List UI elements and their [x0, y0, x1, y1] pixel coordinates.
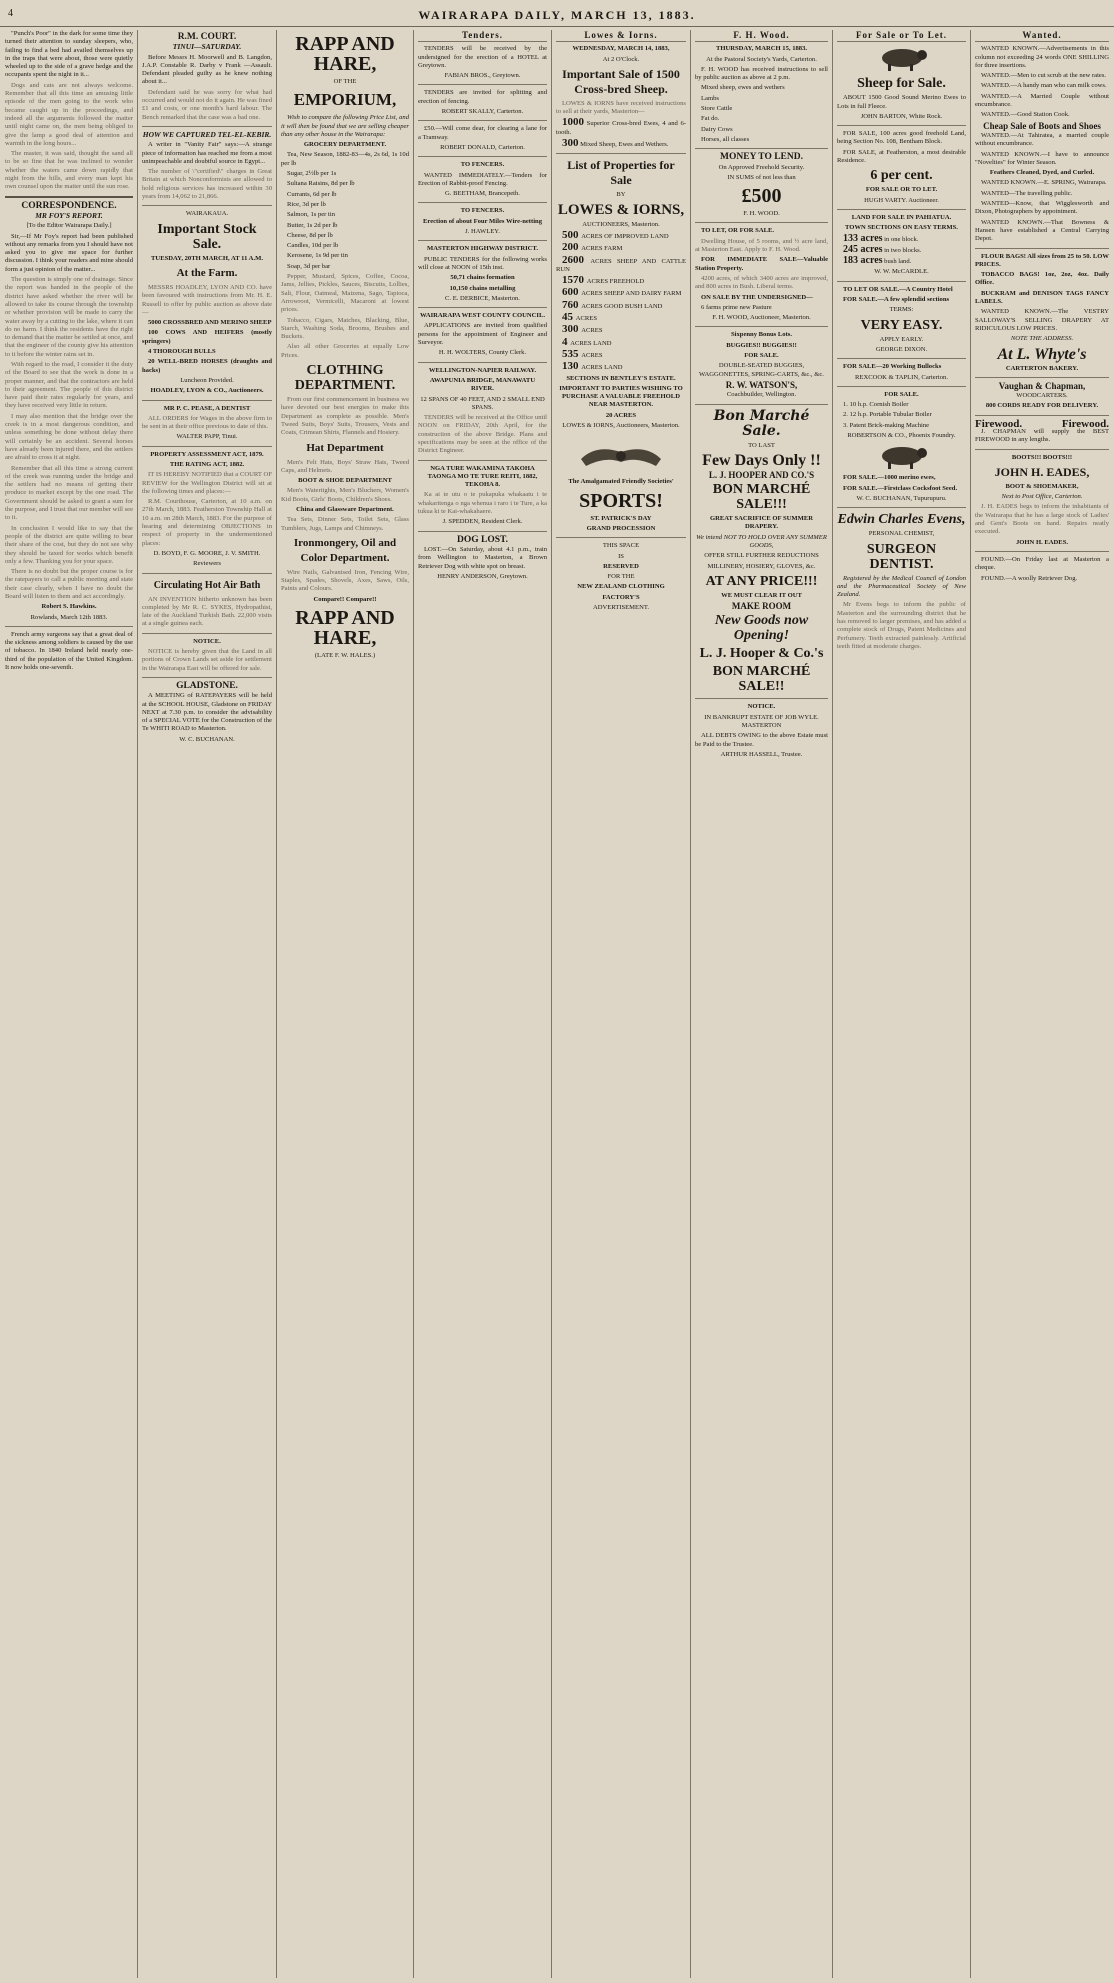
hooper-name: L. J. HOOPER AND CO.'S: [708, 469, 815, 480]
property-item: [556, 362, 686, 372]
dog-heading: DOG LOST.: [456, 534, 509, 545]
reviewers: Reviewers: [193, 560, 221, 568]
tender-highlight: Erection of about Four Miles Wire-netting: [423, 217, 542, 225]
property-label: ACRES: [575, 315, 598, 323]
foundry-item: 3. Patent Brick-making Machine: [843, 421, 930, 429]
stock-sale-date: TUESDAY, 20TH MARCH, AT 11 A.M.: [151, 254, 263, 262]
bootmaker: BOOT & SHOEMAKER,: [1005, 482, 1079, 490]
property-label: ACRES GOOD BUSH LAND: [581, 302, 663, 310]
tagline: Wish to compare the following Price List, and it will then be found that we are selling cheaper than any other house in the Wairarapa:: [281, 114, 409, 138]
property-item: [556, 335, 686, 348]
watson-name: R. W. WATSON'S,: [725, 379, 798, 390]
found-ad: FOUND.—A woolly Retriever Dog.: [981, 574, 1078, 582]
acreage: 245 acres: [843, 243, 883, 255]
column-2: R.M. COURT. TINUI—SATURDAY. Before Messrs H. Moorwell and B. Langdon, J.A.P. Constable R. Darby v Frank —Assault. Defendant pleaded guilty as he knew nothing about it... Defendant said he was sorry for what had occurred and would not do it again. He was fined £1 and costs, or one month's hard labour. The Bench remarked that the case was a bad one. HOW WE CAPTURED TEL-EL-KEBIR. A writer in "Vanity Fair" says:—A strange piece of information has reached me from a most unimpeachable and doubtful source in Egypt... The number of \"certified\" charges in Great Britain at which Nonconformists are allowed to hold religious services has increased within 30 years from 14,062 to 21,866. WAIRAKAUA. Important Stock Sale. TUESDAY, 20TH MARCH, AT 11 A.M. At the Farm. MESSRS HOADLEY, LYON AND CO. have been favoured with instructions from Mr. H. E. Russell to offer by public auction as above date— 5000 CROSSBRED AND MERINO SHEEP 100 COWS AND HEIFERS (mostly springers) 4 THOROUGH BULLS 20 WELL-BRED HORSES (draughts and hacks) Luncheon Provided. HOADLEY, LYON & CO., Auctioneers. MR P. C. PEASE, A DENTIST ALL ORDERS for Wages in the above firm to be sent in at their office previous to date of this. WALTER PAPP, Tinui. PROPERTY ASSESSMENT ACT, 1879. THE RATING ACT, 1882. IT IS HEREBY NOTIFIED that a COURT OF REVIEW for the Wellington District will sit at the following times and places:— R.M. Courthouse, Carterton, at 10 a.m. on 27th March, 1883. Featherston Township Hall at 10 a.m. on 28th March, 1883. For the purpose of hearing and determining OBJECTIONS in respect of property in the undermentioned places: D. BOYD, F. G. MOORE, J. V. SMITH. Reviewers Circulating Hot Air Bath AN INVENTION hitherto unknown has been completed by Mr R. C. SYKES, Hydropathist, late of the Auckland Turkish Bath. 22,000 visits at a single guinea each. NOTICE. NOTICE is hereby given that the Land in all portions of Crown Lands set aside for settlement in the Wairarapa East will be offered for sale. GLADSTONE. A MEETING of RATEPAYERS will be held at the SCHOOL HOUSE, Gladstone on FRIDAY NEXT at 7.30 p.m. to consider the advisability of a SPECIAL VOTE for the Construction of the Te WHITI ROAD to Masterton. W. C. BUCHANAN.: [142, 32, 273, 743]
grocery-item: Tea, New Season, 1882-83—4s, 2s 6d, 1s 10d per lb: [281, 151, 409, 167]
property-item: [556, 347, 686, 360]
foundry-item: 2. 12 h.p. Portable Tubular Boiler: [843, 411, 932, 419]
sale-heading: Important Sale of 1500 Cross-bred Sheep.: [562, 66, 680, 96]
stock-item: 5000 CROSSBRED AND MERINO SHEEP: [148, 319, 272, 327]
section-heading: NGA TURE WAKAMINA TAKOHA TAONGA MO TE TURE REITI, 1882, TEKOHA 8.: [427, 464, 538, 489]
acreage: 183 acres: [843, 255, 883, 267]
sections-heading: SECTIONS IN BENTLEY'S ESTATE.: [566, 374, 676, 382]
tender-text: TENDERS will be received by the undersigned for the erection of a HOTEL at Greytown.: [418, 45, 547, 69]
luncheon-note: Luncheon Provided.: [180, 376, 234, 384]
cocksfoot-ad: FOR SALE.—Firstclass Cocksfoot Seed.: [843, 484, 958, 492]
for-sale-heading: FOR SALE.: [884, 390, 919, 398]
stock-sale-location: At the Farm.: [176, 266, 238, 279]
millinery-line: MILLINERY, HOSIERY, GLOVES, &c.: [707, 562, 816, 570]
rapp-hare-footer: RAPP AND HARE,: [295, 607, 395, 650]
column-heading: Lowes & Iorns.: [556, 31, 686, 42]
notice-heading: NOTICE.: [193, 637, 221, 645]
column-rule: [137, 30, 138, 1978]
section-heading: WAIRARAPA WEST COUNTY COUNCIL.: [419, 312, 546, 320]
tender-signature: FABIAN BROS., Greytown.: [444, 72, 521, 80]
sections-ad: FOR SALE.—A few splendid sections: [843, 296, 950, 304]
trustee-signature: ARTHUR HASSELL, Trustee.: [720, 750, 803, 758]
letter-body: Sir,—If Mr Foy's report had been published without any remarks from you I should have not asked you to give me space for further discussion. I think your readers and mine should form a just opinion of the matter...: [5, 232, 133, 273]
evens-name: Edwin Charles Evens,: [837, 512, 966, 528]
property-acres: 760: [562, 298, 582, 311]
column-7: For Sale or To Let. Sheep for Sale. ABOUT 1500 Good Sound Merino Ewes to Lots in full Fleece. JOHN BARTON, White Rock. FOR SALE, 100 acres good freehold Land, being Section No. 108, Bentham Block. FOR SALE, at Featherston, a most desirable Residence. 6 per cent. FOR SALE OR TO LET. HUGH VARTY. Auctioneer. LAND FOR SALE IN PAHIATUA. TOWN SECTIONS ON EASY TERMS. 133 acres in one block. 245 acres in two blocks. 183 acres bush land. W. W. McCARDLE. TO LET OR SALE.—A Country Hotel FOR SALE.—A few splendid sections TERMS: VERY EASY. APPLY EARLY. GEORGE DIXON. FOR SALE—20 Working Bullocks REXCOOK & TAPLIN, Carterton. FOR SALE. 1. 10 h.p. Cornish Boiler 2. 12 h.p. Portable Tubular Boiler 3. Patent Brick-making Machine ROBERTSON & CO., Phoenix Foundry. FOR SALE.—1000 merino ewes, FOR SALE.—Firstclass Cocksfoot Seed. W. C. BUCHANAN, Tupurupuru. Edwin Charles Evens, PERSONAL CHEMIST, SURGEON DENTIST. Registered by the Medical Council of London and the Pharmaceutical Society of New Zealand. Mr Evens begs to inform the public of Masterton and the surrounding district that he has removed to larger premises, and has added a complete stock of Drugs, Patent Medicines and Perfumery. Teeth extracted painlessly. Artificial teeth fitted at moderate charges.: [837, 30, 966, 650]
hotel-ad: TO LET OR SALE.—A Country Hotel: [843, 285, 953, 293]
clothing-heading: CLOTHING DEPARTMENT.: [294, 363, 396, 394]
reserved-line: NEW ZEALAND CLOTHING: [577, 583, 665, 591]
tender-signature: G. BEETHAM, Brancepeth.: [445, 190, 520, 198]
column-4: Tenders. TENDERS will be received by the undersigned for the erection of a HOTEL at Greytown. FABIAN BROS., Greytown. TENDERS are invited for splitting and erection of fencing. ROBERT SKALLY, Carterton. £50.—Will come dear, for clearing a lane for a Tramway. ROBERT DONALD, Carterton. TO FENCERS. WANTED IMMEDIATELY.—Tenders for Erection of Rabbit-proof Fencing. G. BEETHAM, Brancepeth. TO FENCERS. Erection of about Four Miles Wire-netting J. HAWLEY. MASTERTON HIGHWAY DISTRICT. PUBLIC TENDERS for the following works will close at NOON of 15th inst. 50,71 chains formation 10,150 chains metalling C. E. DERBICE, Masterton. WAIRARAPA WEST COUNTY COUNCIL. APPLICATIONS are invited from qualified persons for the appointment of Engineer and Surveyor. H. H. WOLTERS, County Clerk. WELLINGTON-NAPIER RAILWAY. AWAPUNIA BRIDGE, MANAWATU RIVER. 12 SPANS OF 40 FEET, AND 2 SMALL END SPANS. TENDERS will be received at the Office until NOON on FRIDAY, 20th April, for the construction of the above Bridge. Plans and specifications may be seen at the office of the District Engineer. NGA TURE WAKAMINA TAKOHA TAONGA MO TE TURE REITI, 1882, TEKOHA 8. Ka ai te utu o te pukapuka whakaatu i te whakaritenga o nga whenua i raro i te Ture, a ka tukua ki te Kai-whakahaere. J. SPEDDEN, Resident Clerk. DOG LOST. LOST.—On Saturday, about 4.1 p.m., train from Wellington to Masterton, a Brown Retriever Dog with white spot on breast. HENRY ANDERSON, Greytown.: [418, 30, 547, 580]
property-label: ACRES OF IMPROVED LAND: [581, 232, 669, 240]
few-days: Few Days Only !!: [702, 451, 821, 469]
intend-line: We intend NOT TO HOLD OVER ANY SUMMER GOODS,: [696, 533, 827, 549]
section-heading: MASTERTON HIGHWAY DISTRICT.: [427, 245, 538, 253]
sale-item: Lambs: [701, 94, 719, 102]
reserved-line: IS: [618, 552, 624, 560]
property-acres: 600: [562, 286, 582, 299]
sale-date: WEDNESDAY, MARCH 14, 1883,: [572, 45, 670, 53]
bonus-heading: Sixpenny Bonus Lots.: [730, 331, 793, 339]
boots-line: BOOTS!!! BOOTS!!!: [1011, 453, 1073, 461]
tender-signature: J. HAWLEY.: [465, 228, 500, 236]
sale-date: THURSDAY, MARCH 15, 1883.: [715, 45, 808, 53]
property-label: ACRES LAND: [570, 339, 612, 347]
boot-heading: BOOT & SHOE DEPARTMENT: [298, 477, 392, 485]
signatories: D. BOYD, F. G. MOORE, J. V. SMITH.: [153, 549, 261, 557]
column-heading: For Sale or To Let.: [837, 31, 966, 42]
sale-item: Dairy Cows: [701, 125, 733, 133]
whyte-name: At L. Whyte's: [997, 345, 1087, 363]
tender-text: TENDERS are invited for splitting and erection of fencing.: [418, 89, 547, 105]
china-heading: China and Glassware Department.: [296, 505, 394, 513]
woodcarters: WOODCARTERS.: [1016, 392, 1068, 400]
acreage: 133 acres: [843, 232, 883, 244]
buggies-items: DOUBLE-SEATED BUGGIES, WAGGONETTES, SPRING-CARTS, &c., &c.: [699, 362, 824, 378]
tender-text: £50.—Will come dear, for clearing a lane for a Tramway.: [418, 125, 547, 141]
property-item: [556, 298, 686, 311]
property-acres: 535: [562, 347, 582, 360]
merino-ad: FOR SALE.—1000 merino ewes,: [843, 474, 936, 482]
money-heading: MONEY TO LEND.: [720, 152, 803, 163]
sports-heading: SPORTS!: [579, 489, 663, 512]
wanted-ad: WANTED KNOWN.—E. SPRING, Wairarapa.: [981, 179, 1107, 187]
property-item: [556, 325, 686, 335]
buggies-heading: BUGGIES!! BUGGIES!!: [726, 341, 797, 349]
terms-label: TERMS:: [889, 306, 914, 314]
money-signature: F. H. WOOD.: [743, 210, 780, 218]
watson-sub: Coachbuilder, Wellington.: [726, 391, 797, 399]
hades-signature: JOHN H. EADES.: [1015, 538, 1069, 546]
column-heading: Tenders.: [418, 31, 547, 42]
compare-line: Compare!! Compare!!: [313, 595, 377, 603]
estates-sub: 6 farms prime new Pasture: [701, 303, 772, 311]
make-room: MAKE ROOM: [731, 601, 792, 612]
for-sale-ad: FOR SALE, 100 acres good freehold Land, being Section No. 108, Bentham Block.: [837, 130, 966, 146]
firewood-ad: J. CHAPMAN will supply the BEST FIREWOOD in any lengths.: [975, 427, 1109, 444]
town-sections: TOWN SECTIONS ON EASY TERMS.: [845, 224, 958, 232]
firewood-label: Firewood.: [975, 417, 1023, 430]
offer-line: OFFER STILL FURTHER REDUCTIONS: [704, 552, 819, 560]
money-sub: On Approved Freehold Security.: [718, 163, 805, 171]
grocery-item: Cheese, 8d per lb: [287, 231, 333, 239]
evens-title: PERSONAL CHEMIST,: [868, 530, 935, 538]
reserved-line: FOR THE: [607, 573, 635, 581]
sale-location: At the Pastoral Society's Yards, Carterton.: [706, 55, 817, 63]
reserved-line: FACTORY'S: [602, 593, 640, 601]
property-label: ACRES SHEEP AND CATTLE RUN: [556, 257, 686, 273]
grocery-item: Salmon, 1s per tin: [287, 211, 335, 219]
sale-item: Fat do.: [701, 115, 720, 123]
auction-place: WAIRAKAUA.: [185, 210, 229, 218]
act-heading: THE RATING ACT, 1882.: [169, 460, 245, 468]
hades-name: JOHN H. EADES,: [994, 464, 1090, 479]
section-heading: WELLINGTON-NAPIER RAILWAY.: [428, 366, 537, 374]
bakery-name: CARTERTON BAKERY.: [1005, 364, 1079, 372]
firm-subtitle: AUCTIONEERS, Masterton.: [582, 220, 660, 228]
for-sale-ad: FOR SALE OR TO LET.: [865, 186, 938, 194]
wanted-ad: WANTED KNOWN.—I have to announce "Novelties" for Winter Season.: [975, 150, 1109, 166]
tender-highlight: 50,71 chains formation: [450, 274, 515, 282]
property-acres: 2600: [562, 253, 591, 266]
property-acres: 200: [562, 241, 582, 254]
bon-marche-heading: Bon Marché Sale.: [713, 407, 810, 439]
wanted-ad: WANTED KNOWN.—Advertisements in this column not exceeding 24 words ONE SHILLING for three insertions.: [975, 45, 1109, 69]
sale-heading: FOR IMMEDIATE SALE—Valuable Station Property.: [695, 256, 828, 272]
column-3: RAPP AND HARE, OF THE EMPORIUM, Wish to compare the following Price List, and it will then be found that we are selling cheaper than any other house in the Wairarapa: GROCERY DEPARTMENT. Tea, New Season, 1882-83—4s, 2s 6d, 1s 10d per lb Sugar, 2½lb per 1s Sultana Raisins, 8d per lb Currants, 6d per lb Rice, 3d per lb Salmon, 1s per tin Butter, 1s 2d per lb Cheese, 8d per lb Candles, 10d per lb Kerosene, 1s 9d per tin Soap, 3d per bar Pepper, Mustard, Spices, Coffee, Cocoa, Jams, Jellies, Pickles, Sauces, Biscuits, Lollies, Salt, Flour, Oatmeal, Maizena, Sago, Tapioca, Arrowroot, Vermicelli, Macaroni at lowest prices. Tobacco, Cigars, Matches, Blacking, Blue, Starch, Washing Soda, Brooms, Brushes and Buckets. Also all other Groceries at equally Low Prices. CLOTHING DEPARTMENT. From our first commencement in business we have devoted our best energies to make this Department as complete as possible. Men's Tweed Suits, Boys' Suits, Trousers, Vests and Coats, Crimean Shirts, Flannels and Hosiery. Hat Department Men's Felt Hats, Boys' Straw Hats, Tweed Caps, and Helmets. BOOT & SHOE DEPARTMENT Men's Watertights, Men's Bluchers, Women's Kid Boots, Girls' Boots, Children's Shoes. China and Glassware Department. Tea Sets, Dinner Sets, Toilet Sets, Glass Tumblers, Jugs, Lamps and Chimneys. Ironmongery, Oil and Color Department. Wire Nails, Galvanised Iron, Fencing Wire, Staples, Spades, Shovels, Axes, Saws, Oils, Paints and Colours. Compare!! Compare!! RAPP AND HARE, (LATE F. W. HALES.): [281, 33, 409, 660]
note-address: NOTE THE ADDRESS.: [1010, 335, 1074, 343]
masthead: [0, 4, 1114, 27]
dog-signature: HENRY ANDERSON, Greytown.: [437, 572, 528, 580]
boots-heading: Cheap Sale of Boots and Shoes: [983, 120, 1101, 131]
wanted-ad: WANTED.—A Married Couple without encumbrance.: [975, 92, 1109, 109]
letter-place-date: Rowlands, March 12th 1883.: [30, 613, 108, 621]
property-acres: 1570: [562, 274, 587, 287]
ribbons-line: Feathers Cleaned, Dyed, and Curled.: [989, 169, 1095, 177]
acreage: 20 ACRES: [605, 411, 637, 419]
stock-item: 4 THOROUGH BULLS: [148, 348, 216, 356]
correspondence-subheading: MR FOY'S REPORT.: [35, 210, 103, 220]
procession: GRAND PROCESSION: [586, 524, 656, 532]
stock-sale-heading: Important Stock Sale.: [157, 221, 257, 252]
column-6: F. H. Wood. THURSDAY, MARCH 15, 1883. At the Pastoral Society's Yards, Carterton. F. H. WOOD has received instructions to sell by public auction as above at 2 p.m. Mixed sheep, ewes and wethers Lambs Store Cattle Fat do. Dairy Cows Horses, all classes MONEY TO LEND. On Approved Freehold Security. IN SUMS of not less than £500 F. H. WOOD. TO LET, OR FOR SALE. Dwelling House, of 5 rooms, and ½ acre land, at Masterton East. Apply to F. H. Wood. FOR IMMEDIATE SALE—Valuable Station Property. 4200 acres, of which 3400 acres are improved, and 800 acres in Bush. Liberal terms. ON SALE BY THE UNDERSIGNED— 6 farms prime new Pasture F. H. WOOD, Auctioneer, Masterton. Sixpenny Bonus Lots. BUGGIES!! BUGGIES!! FOR SALE. DOUBLE-SEATED BUGGIES, WAGGONETTES, SPRING-CARTS, &c., &c. R. W. WATSON'S, Coachbuilder, Wellington. Bon Marché Sale. TO LAST Few Days Only !! L. J. HOOPER AND CO.'S BON MARCHÉ SALE!!! GREAT SACRIFICE OF SUMMER DRAPERY. We intend NOT TO HOLD OVER ANY SUMMER GOODS, OFFER STILL FURTHER REDUCTIONS MILLINERY, HOSIERY, GLOVES, &c. AT ANY PRICE!!! WE MUST CLEAR IT OUT MAKE ROOM New Goods now Opening! L. J. Hooper & Co.'s BON MARCHÉ SALE!! NOTICE. IN BANKRUPT ESTATE OF JOB WYLE. MASTERTON ALL DEBTS OWING to the above Estate must be Paid to the Trustee. ARTHUR HASSELL, Trustee.: [695, 30, 828, 758]
wood-signature: F. H. WOOD, Auctioneer, Masterton.: [712, 314, 811, 322]
any-price: AT ANY PRICE!!!: [705, 573, 818, 589]
for-sale-ad: FOR SALE, at Featherston, a most desirable Residence.: [837, 148, 966, 165]
page-number: 4: [8, 8, 14, 19]
wanted-ad: WANTED—Know, that Wigglesworth and Dixon, Photographers by appointment.: [975, 200, 1109, 216]
property-list: [556, 228, 686, 373]
agent-signature: W. W. McCARDLE.: [874, 268, 929, 276]
sheep-icon: [874, 46, 930, 72]
handshake-icon: [576, 434, 666, 474]
firm-name: LOWES & IORNS,: [557, 201, 685, 218]
column-8: Wanted. WANTED KNOWN.—Advertisements in this column not exceeding 24 words ONE SHILLING for three insertions. WANTED.—Men to cut scrub at the new rates. WANTED.—A handy man who can milk cows. WANTED.—A Married Couple without encumbrance. WANTED.—Good Station Cook. Cheap Sale of Boots and Shoes WANTED.—At Tahiratea, a married couple without encumbrance. WANTED KNOWN.—I have to announce "Novelties" for Winter Season. Feathers Cleaned, Dyed, and Curled. WANTED KNOWN.—E. SPRING, Wairarapa. WANTED—The travelling public. WANTED—Know, that Wigglesworth and Dixon, Photographers by appointment. WANTED KNOWN.—That Bowness & Hansen have established a Central Carrying Depot. FLOUR BAGS! All sizes from 25 to 50. LOW PRICES. TOBACCO BAGS! 1oz, 2oz, 4oz. Daily Office. BUCKRAM and DENISON TAGS FANCY LABELS. WANTED KNOWN.—The VESTRY SALLOWAY'S SELLING DRAPERY AT RIDICULOUS LOW PRICES. NOTE THE ADDRESS. At L. Whyte's CARTERTON BAKERY. Vaughan & Chapman, WOODCARTERS. 800 CORDS READY FOR DELIVERY. Firewood. Firewood. J. CHAPMAN will supply the BEST FIREWOOD in any lengths. BOOTS!!! BOOTS!!! JOHN H. EADES, BOOT & SHOEMAKER, Next to Post Office, Carterton. J. H. EADES begs to inform the inhabitants of the Wairarapa that he has a large stock of Ladies' and Gent's Boots on hand. Repairs neatly executed. JOHN H. EADES. FOUND.—On Friday last at Masterton a cheque. FOUND.—A woolly Retriever Dog.: [975, 30, 1109, 582]
property-acres: 300: [562, 323, 582, 336]
sale-item: Mixed sheep, ewes and wethers: [701, 84, 785, 92]
gladstone-signature: W. C. BUCHANAN.: [179, 735, 235, 743]
grocery-item: Sugar, 2½lb per 1s: [287, 170, 337, 178]
property-item: [556, 228, 686, 241]
correspondence-heading: CORRESPONDENCE.: [21, 200, 117, 211]
article-heading: HOW WE CAPTURED TEL-EL-KEBIR.: [142, 129, 272, 139]
column-heading: Wanted.: [975, 31, 1109, 42]
hat-heading: Hat Department: [306, 441, 384, 454]
grocery-item: Sultana Raisins, 8d per lb: [287, 180, 355, 188]
closing-paragraph: French army surgeons say that a great deal of the sickness among soldiers is caused by the use of tobacco. In 1840 Ireland held nearly one-third of the population of the United Kingdom. It now holds one-seventh.: [5, 630, 133, 672]
grocery-item: Rice, 3d per lb: [287, 200, 326, 208]
article-text: "Punch's Poor" in the dark for some time they turned their attention to sunday sleepers, who, failing to find a bed had availed themselves up in the traps that were about, those were quietly wheeled up to the side of a grave hedge and the occupants spent the night in it...: [5, 30, 133, 79]
column-rule: [832, 30, 833, 1978]
column-rule: [690, 30, 691, 1978]
property-label: ACRES: [581, 351, 603, 359]
properties-heading: List of Properties for Sale: [567, 158, 675, 188]
bon-marche-sale-2: BON MARCHÉ SALE!!: [712, 664, 811, 695]
letter-signature: Robert S. Hawkins.: [41, 603, 97, 611]
foundry-item: 1. 10 h.p. Cornish Boiler: [843, 401, 909, 409]
property-item: [556, 243, 686, 253]
tender-signature: H. H. WOLTERS, County Clerk.: [438, 349, 527, 357]
sale-item: Horses, all classes: [701, 135, 750, 143]
property-item: [556, 313, 686, 323]
property-acres: 130: [562, 360, 582, 373]
tender-text: 12 SPANS OF 40 FEET, AND 2 SMALL END SPANS.: [420, 395, 545, 411]
hooper-name-2: L. J. Hooper & Co.'s: [699, 646, 824, 662]
wethers-qty: 300: [562, 137, 579, 150]
sacrifice-line: GREAT SACRIFICE OF SUMMER DRAPERY.: [709, 515, 813, 531]
bullocks-signature: REXCOOK & TAPLIN, Carterton.: [855, 373, 948, 381]
to-last: TO LAST: [748, 441, 775, 449]
firewood-label: Firewood.: [1061, 417, 1109, 430]
section-heading: TO FENCERS.: [460, 207, 505, 215]
property-acres: 45: [562, 311, 576, 324]
notice-body: IN BANKRUPT ESTATE OF JOB WYLE. MASTERTON: [704, 713, 819, 730]
grocery-list: [281, 151, 409, 271]
tender-signature: ROBERT SKALLY, Carterton.: [441, 108, 524, 116]
grocery-item: Candles, 10d per lb: [287, 242, 339, 250]
firm-signature: LOWES & IORNS, Auctioneers, Masterton.: [562, 422, 680, 430]
column-rule: [276, 30, 277, 1978]
property-label: ACRES SHEEP AND DAIRY FARM: [581, 290, 682, 298]
bon-marche-sale: BON MARCHÉ SALE!!!: [712, 482, 811, 513]
evens-body: Registered by the Medical Council of London and the Pharmaceutical Society of New Zealand.: [837, 574, 966, 599]
foundry-signature: ROBERTSON & CO., Phoenix Foundry.: [847, 432, 956, 440]
new-goods: New Goods now Opening!: [714, 613, 809, 644]
property-acres: 4: [562, 335, 571, 348]
cords-line: 800 CORDS READY FOR DELIVERY.: [985, 402, 1099, 410]
reserved-line: ADVERTISEMENT.: [592, 603, 650, 611]
money-amount: £500: [741, 185, 782, 208]
sheep-sale-body: ABOUT 1500 Good Sound Merino Ewes to Lots in full Fleece.: [837, 94, 966, 110]
sheep-qty: 1000: [562, 116, 584, 129]
money-text: IN SUMS of not less than: [727, 173, 796, 181]
wanted-ad: WANTED.—At Tahiratea, a married couple without encumbrance.: [975, 131, 1109, 148]
tender-signature: ROBERT DONALD, Carterton.: [440, 143, 525, 151]
court-subheading: TINUI—SATURDAY.: [172, 42, 242, 52]
wanted-ad: WANTED—The travelling public.: [981, 189, 1073, 197]
property-item: [556, 276, 686, 286]
apply-label: APPLY EARLY.: [879, 335, 924, 343]
tobacco-bags: TOBACCO BAGS! 1oz, 2oz, 4oz. Daily Office.: [975, 271, 1109, 287]
stock-item: 20 WELL-BRED HORSES (draughts and hacks): [142, 358, 272, 374]
bullocks-ad: FOR SALE—20 Working Bullocks: [843, 363, 942, 371]
buckram-tags: BUCKRAM and DENISON TAGS FANCY LABELS.: [975, 289, 1109, 306]
bath-heading: Circulating Hot Air Bath: [153, 579, 261, 591]
tender-highlight: 10,150 chains metalling: [449, 284, 516, 292]
article-text: A writer in "Vanity Fair" says:—A strange piece of information has reached me from a most unimpeachable and doubtful source in Egypt...: [142, 141, 272, 165]
estates-heading: ON SALE BY THE UNDERSIGNED—: [701, 293, 813, 301]
sale-body: F. H. WOOD has received instructions to sell by public auction as above at 2 p.m.: [695, 65, 828, 82]
wanted-ad: WANTED KNOWN.—That Bowness & Hansen have established a Central Carrying Depot.: [975, 218, 1109, 243]
newspaper-title: WAIRARAPA DAILY, MARCH 13, 1883.: [418, 8, 696, 22]
reserved-line: THIS SPACE: [602, 542, 640, 550]
gladstone-heading: GLADSTONE.: [176, 680, 238, 691]
hades-address: Next to Post Office, Carterton.: [1001, 493, 1083, 501]
sheep-sale-signature: JOHN BARTON, White Rock.: [860, 112, 943, 120]
per-cent: 6 per cent.: [870, 168, 933, 184]
column-rule: [970, 30, 971, 1978]
column-1: "Punch's Poor" in the dark for some time they turned their attention to sunday sleepers, who, failing to find a bed had availed themselves up in the traps that were about, those were quietly wheeled up to the side of a grave hedge and the occupants spent the night in it... Dogs and cats are not always welcome. Remember that all this time an amusing little episode of the men going to the work who became caught up in the proceedings, and indeed all the arguments followed the matter until night came on, the men being obliged to give the lamp a good deal of attention and warmth in the long hours... The master, it was said, thought the sand all to be so fine that he was inclined to wonder whether the waters came down rapidly that night from the hills, and every man kept his own counsel upon the matter until the sun rose. CORRESPONDENCE. MR FOY'S REPORT. [To the Editor Wairarapa Daily.] Sir,—If Mr Foy's report had been published without any remarks from you I should have not asked you to give me space for further discussion. I think your readers and mine should form a just opinion of the matter... The question is simply one of drainage. Since the report was handed in the people of the district have asked whether the river will be allowed to take its course through the township or whether provision will be made to carry the water away by a cutting to the lake, where it can do no harm. I think the residents have the right to demand that the matter be settled at once, and that the engineer of the county give his attention to it before the winter rains set in. With regard to the road, I consider it the duty of the Board to see that the work is done in a proper manner, and that the contractors are held to their agreement. The people of this district have paid their rates regularly for years, and they have received very little in return. I may also mention that the bridge over the creek is in a most dangerous condition, and unless something be done without delay there will certainly be an accident. Several horses have already been injured there, and the settlers are afraid to cross it at night. Remember that all this time a strong current of the creek was running under the bridge and the settlers had no means of getting their produce to market except by the one road. The Government should be asked to grant a sum for the purpose, and I trust that our member will see to it. In conclusion I would like to say that the people of the district are quite willing to bear their share of the cost, but they do not see why they should be taxed for works which benefit only a few. Thanking you for your space. There is no doubt but the proper course is for the ratepayers to call a public meeting and state their case clearly, when I have no doubt the Board will listen to them and act accordingly. Robert S. Hawkins. Rowlands, March 12th 1883. French army surgeons say that a great deal of the sickness among soldiers is caused by the use of tobacco. In 1840 Ireland held nearly one-third of the population of the United Kingdom. It now holds one-seventh.: [5, 30, 133, 672]
sports-day: ST. PATRICK'S DAY: [590, 514, 652, 522]
notice-heading: NOTICE.: [747, 703, 776, 711]
sheep-icon: [874, 444, 930, 470]
correspondence-to: [To the Editor Wairarapa Daily.]: [26, 222, 112, 230]
grocery-item: Kerosene, 1s 9d per tin: [287, 252, 348, 260]
column-rule: [413, 30, 414, 1978]
tender-text: PUBLIC TENDERS for the following works will close at NOON of 15th inst.: [418, 255, 547, 271]
clear-line: WE MUST CLEAR IT OUT: [721, 591, 802, 599]
found-ad: FOUND.—On Friday last at Masterton a cheque.: [975, 555, 1109, 572]
firewood-row: [975, 417, 1109, 430]
tender-signature: C. E. DERBICE, Masterton.: [445, 294, 520, 302]
sale-item: Store Cattle: [701, 105, 733, 113]
rapp-hare-late: (LATE F. W. HALES.): [314, 652, 376, 660]
sale-time: At 2 O'Clock.: [602, 55, 640, 63]
property-acres: 500: [562, 228, 582, 241]
wanted-ad: WANTED.—A handy man who can milk cows.: [981, 82, 1107, 90]
grocery-item: Soap, 3d per bar: [287, 262, 331, 270]
society-heading: The Amalgamated Friendly Societies': [568, 478, 674, 486]
dog-notice: LOST.—On Saturday, about 4.1 p.m., train from Wellington to Masterton, a Brown Retriever Dog with white spot on breast.: [418, 545, 547, 570]
flour-bags: FLOUR BAGS! All sizes from 25 to 50. LOW PRICES.: [975, 252, 1109, 268]
foundry-items: [837, 401, 966, 430]
column-rule: [551, 30, 552, 1978]
sale-items: [695, 84, 828, 144]
ironmongery-heading: Ironmongery, Oil and Color Department.: [293, 536, 397, 564]
vaughan-name: Vaughan & Chapman,: [998, 380, 1086, 391]
emporium-title: EMPORIUM,: [293, 90, 397, 110]
property-label: ACRES FREEHOLD: [586, 278, 645, 286]
notice-signature: WALTER PAPP, Tinui.: [176, 433, 238, 441]
court-report: Before Messrs H. Moorwell and B. Langdon, J.A.P. Constable R. Darby v Frank —Assault. Defendant pleaded guilty as he knew nothing about it...: [142, 53, 272, 86]
terms-value: VERY EASY.: [860, 317, 943, 333]
auctioneers: HOADLEY, LYON & CO., Auctioneers.: [150, 387, 264, 395]
surgeon-heading: SURGEON DENTIST.: [866, 541, 937, 572]
of-the: OF THE: [333, 78, 357, 85]
property-label: ACRES: [581, 327, 603, 335]
property-item: [556, 288, 686, 298]
dixon-signature: GEORGE DIXON.: [875, 345, 928, 353]
to-let-heading: TO LET, OR FOR SALE.: [701, 227, 775, 235]
tender-text: APPLICATIONS are invited from qualified persons for the appointment of Engineer and Surveyor.: [418, 322, 547, 347]
grocery-heading: GROCERY DEPARTMENT.: [303, 141, 387, 149]
grocery-item: Butter, 1s 2d per lb: [287, 221, 338, 229]
stock-item: 100 COWS AND HEIFERS (mostly springers): [142, 329, 272, 345]
for-sale-heading: FOR SALE.: [744, 352, 779, 360]
tender-text: WANTED IMMEDIATELY.—Tenders for Erection of Rabbit-proof Fencing.: [418, 171, 547, 187]
court-heading: R.M. COURT.: [177, 32, 237, 42]
wanted-ad: WANTED.—Good Station Cook.: [981, 111, 1070, 119]
property-label: ACRES LAND: [581, 364, 623, 372]
wanted-ad: WANTED KNOWN.—The VESTRY SALLOWAY'S SELLING DRAPERY AT RIDICULOUS LOW PRICES.: [975, 308, 1109, 332]
sheep-sale-heading: Sheep for Sale.: [857, 76, 946, 92]
land-heading: LAND FOR SALE IN PAHIATUA.: [851, 213, 952, 221]
by-label: BY: [616, 191, 626, 199]
act-heading: PROPERTY ASSESSMENT ACT, 1879.: [150, 450, 264, 458]
section-heading: TO FENCERS.: [460, 161, 505, 169]
notice-debts: ALL DEBTS OWING to the above Estate must be Paid to the Trustee.: [695, 732, 828, 748]
column-5: Lowes & Iorns. WEDNESDAY, MARCH 14, 1883, At 2 O'Clock. Important Sale of 1500 Cross-bred Sheep. LOWES & IORNS have received instructions to sell at their yards, Masterton— 1000 Superior Cross-bred Ewes, 4 and 6-tooth. 300 Mixed Sheep, Ewes and Wethers. List of Properties for Sale BY LOWES & IORNS, AUCTIONEERS, Masterton. 500 ACRES OF IMPROVED LAND 200 ACRES FARM 2600 ACRES SHEEP AND CATTLE RUN 1570 ACRES FREEHOLD 600 ACRES SHEEP AND DAIRY FARM 760 ACRES GOOD BUSH LAND 45 ACRES 300 ACRES 4 ACRES LAND 535 ACRES 130 ACRES LAND SECTIONS IN BENTLEY'S ESTATE. IMPORTANT TO PARTIES WISHING TO PURCHASE A VALUABLE FREEHOLD NEAR MASTERTON. 20 ACRES LOWES & IORNS, Auctioneers, Masterton. The Amalgamated Friendly Societies' SPORTS! ST. PATRICK'S DAY GRAND PROCESSION THIS SPACE IS RESERVED FOR THE NEW ZEALAND CLOTHING FACTORY'S ADVERTISEMENT.: [556, 30, 686, 611]
grocery-item: Currants, 6d per lb: [287, 190, 337, 198]
auctioneer: HUGH VARTY. Auctioneer.: [864, 196, 939, 204]
reserved-line: RESERVED: [603, 562, 639, 570]
tender-signature: J. SPEDDEN, Resident Clerk.: [442, 518, 523, 526]
property-item: [556, 253, 686, 275]
cocksfoot-signature: W. C. BUCHANAN, Tupurupuru.: [856, 494, 947, 502]
section-heading: AWAPUNIA BRIDGE, MANAWATU RIVER.: [429, 376, 536, 393]
important-heading: IMPORTANT TO PARTIES WISHING TO PURCHASE A VALUABLE FREEHOLD NEAR MASTERTON.: [559, 384, 683, 409]
wanted-ad: WANTED.—Men to cut scrub at the new rates.: [981, 72, 1107, 80]
column-heading: F. H. Wood.: [695, 31, 828, 42]
dentist-heading: MR P. C. PEASE, A DENTIST: [163, 404, 251, 412]
rapp-hare-title: RAPP AND HARE,: [295, 33, 395, 75]
gladstone-notice: A MEETING of RATEPAYERS will be held at the SCHOOL HOUSE, Gladstone on FRIDAY NEXT at 7.30 p.m. to consider the advisability of a SPECIAL VOTE for the Construction of the Te WHITI ROAD to Masterton.: [142, 692, 272, 733]
property-label: ACRES FARM: [581, 245, 623, 253]
